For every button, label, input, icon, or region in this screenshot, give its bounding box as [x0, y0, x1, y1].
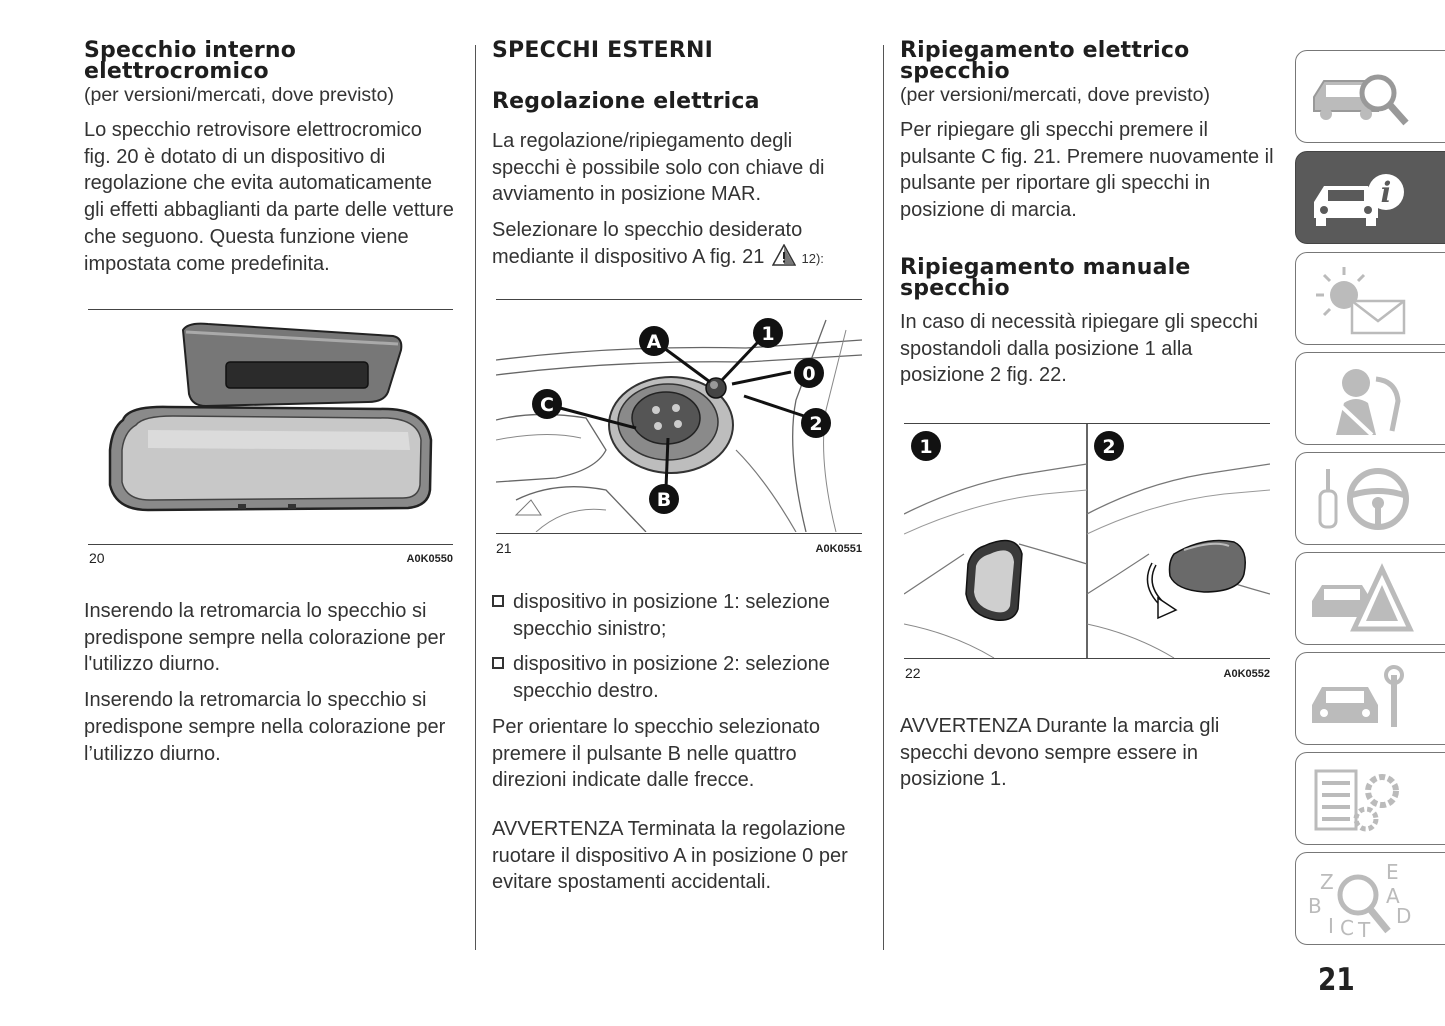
mirror-control-illustration [496, 300, 862, 532]
tab-lights-messages[interactable] [1295, 252, 1445, 345]
paragraph-manual-folding: In caso di necessità ripiegare gli specchi spostandoli dalla posizione 1 alla posizione 2 fig. 22. [900, 310, 1258, 387]
checkbox-bullet-icon [492, 657, 504, 669]
tab-car-search[interactable] [1295, 50, 1445, 143]
section-title-electric-folding: Ripiegamento elettrico specchio [900, 38, 1190, 84]
svg-text:0: 0 [802, 363, 816, 385]
section-subtitle-electric-adjustment: Regolazione elettrica [492, 89, 760, 114]
bullet-position-1 [492, 589, 862, 642]
figure-number: 20 [89, 550, 105, 566]
select-mirror-text: Selezionare lo specchio desiderato mediante il dispositivo A fig. 21 [492, 219, 803, 268]
column-2 [492, 40, 862, 273]
car-info-icon [1306, 160, 1416, 236]
tab-car-info[interactable] [1295, 151, 1445, 244]
svg-text:1: 1 [919, 436, 933, 458]
svg-text:1: 1 [761, 323, 775, 345]
figure-bottom-rule [496, 533, 862, 534]
figure-code: A0K0550 [406, 553, 453, 565]
index-letter-t: T [1358, 918, 1371, 937]
figure-code: A0K0551 [815, 543, 862, 555]
callout-position-2 [1094, 431, 1124, 461]
figure-20 [88, 309, 453, 579]
index-search-icon [1306, 861, 1416, 937]
car-wrench-icon [1306, 661, 1416, 737]
note-reference: 12): [801, 250, 824, 266]
section-title-interior-mirror: Specchio interno elettrocromico [84, 38, 297, 84]
paragraph-warning: AVVERTENZA Terminata la regolazione ruotare il dispositivo A in posizione 0 per evitare spostamenti accidentali. [492, 817, 848, 894]
bullet-position-2 [492, 651, 862, 704]
checkbox-bullet-icon [492, 595, 504, 607]
page-number: 21 [1318, 962, 1355, 998]
paragraph-electrochromic: Lo specchio retrovisore elettrocromico fig. 20 è dotato di un dispositivo di regolazione che evita automaticamente gli effetti abbaglianti da parte delle vetture che seguono. Questa funzione viene impostata come predefinita. [84, 119, 454, 275]
specs-gear-icon [1306, 761, 1416, 837]
bullet-text: dispositivo in posizione 1: selezione specchio sinistro; [513, 591, 830, 640]
section-title-exterior-mirrors: SPECCHI ESTERNI [492, 38, 713, 63]
paragraph-electric-folding: Per ripiegare gli specchi premere il pulsante C fig. 21. Premere nuovamente il pulsante per riportare gli specchi in posizione di marcia. [900, 119, 1274, 222]
column-1-lower [84, 598, 456, 767]
figure-code: A0K0552 [1223, 668, 1270, 680]
section-subtitle: (per versioni/mercati, dove previsto) [900, 84, 1210, 106]
column-1 [84, 40, 456, 277]
callout-B [649, 484, 679, 514]
tab-start-driving[interactable] [1295, 452, 1445, 545]
index-letter-c: C [1340, 916, 1354, 937]
index-letter-z: Z [1320, 870, 1334, 894]
paragraph-driving-warning: AVVERTENZA Durante la marcia gli specchi devono sempre essere in posizione 1. [900, 715, 1220, 791]
paragraph-adjustment: La regolazione/ripiegamento degli specchi è possibile solo con chiave di avviamento in posizione MAR. [492, 130, 825, 206]
callout-1 [753, 318, 783, 348]
tab-technical-data[interactable] [1295, 752, 1445, 845]
section-subtitle: (per versioni/mercati, dove previsto) [84, 84, 394, 106]
key-steering-wheel-icon [1306, 461, 1416, 537]
index-letter-e: E [1386, 861, 1399, 884]
section-title-manual-folding: Ripiegamento manuale specchio [900, 254, 1191, 301]
paragraph-orient: Per orientare lo specchio selezionato premere il pulsante B nelle quattro direzioni indicate dalle frecce. [492, 715, 820, 792]
index-letter-i: I [1328, 914, 1334, 937]
svg-text:2: 2 [1102, 436, 1116, 458]
warning-triangle-icon [772, 244, 796, 266]
airbag-seatbelt-icon [1306, 361, 1416, 437]
column-3 [900, 40, 1275, 389]
paragraph-reverse-1: Inserendo la retromarcia lo specchio si predispone sempre nella colorazione per l'utilizzo diurno. [84, 600, 446, 676]
tab-emergency[interactable] [1295, 552, 1445, 645]
callout-position-1 [911, 431, 941, 461]
paragraph-reverse-2: Inserendo la retromarcia lo specchio si predispone sempre nella colorazione per l’utilizzo diurno. [84, 689, 446, 765]
callout-C [532, 389, 562, 419]
column-divider-1 [475, 45, 476, 950]
svg-text:C: C [540, 394, 554, 416]
index-letter-b: B [1308, 894, 1322, 918]
column-divider-2 [883, 45, 884, 950]
car-warning-icon [1306, 561, 1416, 637]
svg-text:i: i [1380, 176, 1392, 209]
figure-bottom-rule [904, 658, 1270, 659]
figure-22 [904, 423, 1270, 688]
column-2-lower [492, 589, 862, 896]
column-3-lower [900, 713, 1275, 793]
svg-text:2: 2 [809, 413, 823, 435]
figure-number: 22 [905, 665, 921, 681]
callout-A [639, 326, 669, 356]
figure-21 [496, 299, 862, 564]
index-letter-a: A [1386, 884, 1400, 908]
figure-bottom-rule [88, 544, 453, 545]
index-letter-d: D [1396, 904, 1412, 928]
svg-text:B: B [656, 489, 672, 511]
light-envelope-icon [1306, 261, 1416, 337]
figure-number: 21 [496, 540, 512, 556]
callout-2 [801, 408, 831, 438]
paragraph-select-mirror [492, 217, 862, 272]
tab-safety[interactable] [1295, 352, 1445, 445]
mirror-folding-illustration [904, 424, 1270, 658]
interior-mirror-illustration [88, 310, 453, 542]
tab-index[interactable] [1295, 852, 1445, 945]
bullet-text: dispositivo in posizione 2: selezione specchio destro. [513, 653, 830, 703]
svg-text:A: A [646, 331, 662, 353]
car-search-icon [1306, 59, 1416, 135]
tab-maintenance[interactable] [1295, 652, 1445, 745]
callout-0 [794, 358, 824, 388]
